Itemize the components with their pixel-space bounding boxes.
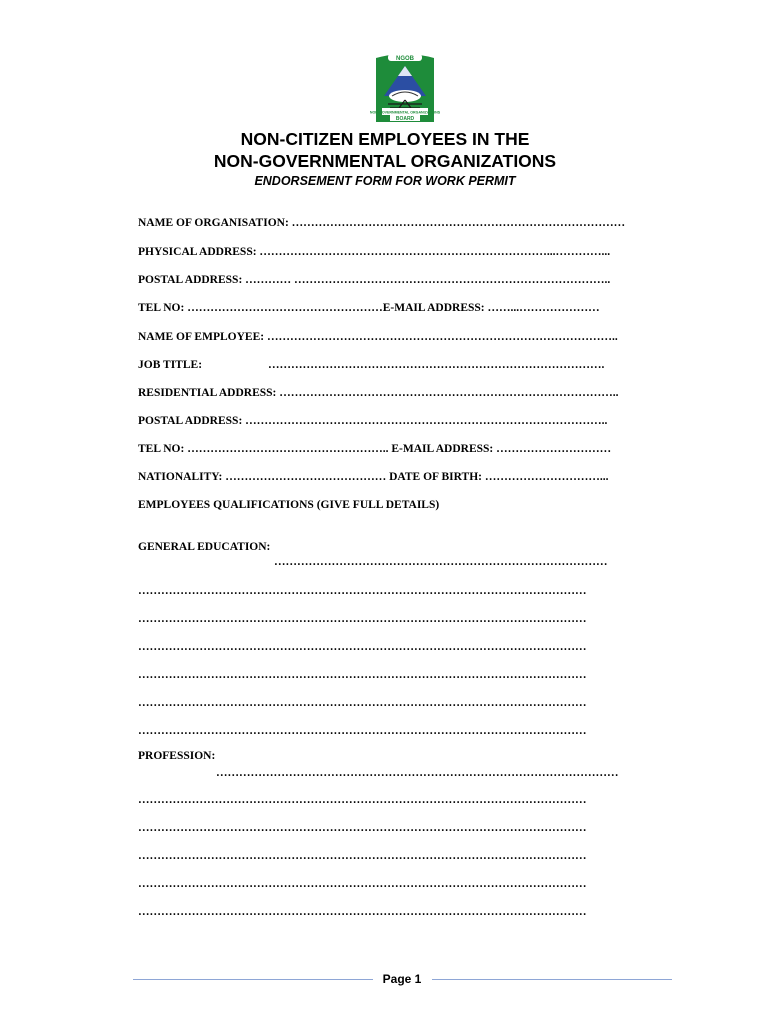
- logo-bottom-text: BOARD: [395, 116, 415, 122]
- field-label: RESIDENTIAL ADDRESS:: [138, 387, 277, 399]
- general-education-blank[interactable]: ………………………………………………………………………………………………………: [138, 613, 587, 625]
- field-label: TEL NO:: [138, 443, 185, 455]
- field-blank-email[interactable]: …………………………: [496, 443, 612, 455]
- field-postal-address-employee[interactable]: [138, 414, 643, 428]
- field-blank[interactable]: …………………………………………………………………………………..: [245, 415, 608, 427]
- field-blank[interactable]: ……………………………………………: [187, 302, 383, 314]
- field-organisation-name[interactable]: [138, 216, 643, 230]
- general-education-first-blank[interactable]: ……………………………………………………………………………: [274, 556, 608, 568]
- logo-graphic: [369, 52, 441, 124]
- form-title-line-1: NON-CITIZEN EMPLOYEES IN THE: [240, 129, 530, 149]
- field-blank[interactable]: ……………………………………………..: [187, 443, 389, 455]
- profession-blank[interactable]: ………………………………………………………………………………………………………: [138, 878, 587, 890]
- qualifications-heading: EMPLOYEES QUALIFICATIONS (GIVE FULL DETAILS): [138, 499, 440, 511]
- field-label: JOB TITLE:: [138, 359, 203, 371]
- field-label: NAME OF ORGANISATION:: [138, 217, 289, 229]
- profession-first-blank[interactable]: ……………………………………………………………………………………………: [216, 767, 619, 779]
- logo-top-text: NGOB: [396, 56, 414, 62]
- general-education-blank[interactable]: ………………………………………………………………………………………………………: [138, 669, 587, 681]
- field-label: PHYSICAL ADDRESS:: [138, 246, 257, 258]
- field-label: POSTAL ADDRESS:: [138, 274, 243, 286]
- field-label: TEL NO:: [138, 302, 185, 314]
- field-blank-email[interactable]: ……...…………………: [487, 302, 600, 314]
- general-education-blank[interactable]: ………………………………………………………………………………………………………: [138, 585, 587, 597]
- profession-label: PROFESSION:: [138, 750, 216, 762]
- form-title-line-2: NON-GOVERNMENTAL ORGANIZATIONS: [213, 151, 557, 171]
- field-residential-address[interactable]: [138, 386, 643, 400]
- general-education-label: GENERAL EDUCATION:: [138, 541, 271, 553]
- field-postal-address-org[interactable]: [138, 273, 643, 287]
- field-job-title[interactable]: [138, 358, 643, 372]
- field-blank[interactable]: ……………………………………………………………………………: [291, 217, 626, 229]
- field-physical-address[interactable]: [138, 245, 643, 259]
- profession-blank[interactable]: ………………………………………………………………………………………………………: [138, 822, 587, 834]
- general-education-blank[interactable]: ………………………………………………………………………………………………………: [138, 697, 587, 709]
- logo-banner-text: NON-GOVERNMENTAL ORGANIZATIONS: [369, 110, 441, 115]
- page-number: Page 1: [382, 972, 422, 986]
- field-label: NATIONALITY:: [138, 471, 223, 483]
- form-subtitle: ENDORSEMENT FORM FOR WORK PERMIT: [254, 174, 516, 188]
- footer-rule-right: [432, 979, 672, 980]
- field-blank-dob[interactable]: …………………………...: [484, 471, 609, 483]
- field-label: POSTAL ADDRESS:: [138, 415, 243, 427]
- field-tel-org[interactable]: [138, 301, 643, 315]
- field-blank[interactable]: …………………………………………………………………………….: [268, 359, 605, 371]
- profession-blank[interactable]: ………………………………………………………………………………………………………: [138, 906, 587, 918]
- general-education-blank[interactable]: ………………………………………………………………………………………………………: [138, 725, 587, 737]
- field-blank[interactable]: ……………………………………………………………………………..: [279, 387, 619, 399]
- field-blank[interactable]: ………………………………………………………………………………..: [266, 331, 618, 343]
- field-label: NAME OF EMPLOYEE:: [138, 331, 265, 343]
- ngo-board-logo: [369, 52, 441, 124]
- field-label-email: E-MAIL ADDRESS:: [382, 302, 485, 314]
- footer-rule-left: [133, 979, 373, 980]
- field-blank[interactable]: ……………………………………: [225, 471, 387, 483]
- field-tel-employee[interactable]: [138, 442, 643, 456]
- general-education-blank[interactable]: ………………………………………………………………………………………………………: [138, 641, 587, 653]
- field-label-dob: DATE OF BIRTH:: [389, 471, 482, 483]
- field-label-email: E-MAIL ADDRESS:: [391, 443, 494, 455]
- profession-blank[interactable]: ………………………………………………………………………………………………………: [138, 794, 587, 806]
- profession-blank[interactable]: ………………………………………………………………………………………………………: [138, 850, 587, 862]
- field-nationality[interactable]: [138, 470, 643, 484]
- field-blank[interactable]: …………………………………………………………………...…………...: [259, 246, 611, 258]
- field-employee-name[interactable]: [138, 330, 643, 344]
- field-blank[interactable]: ………… ………………………………………………………………………..: [245, 274, 611, 286]
